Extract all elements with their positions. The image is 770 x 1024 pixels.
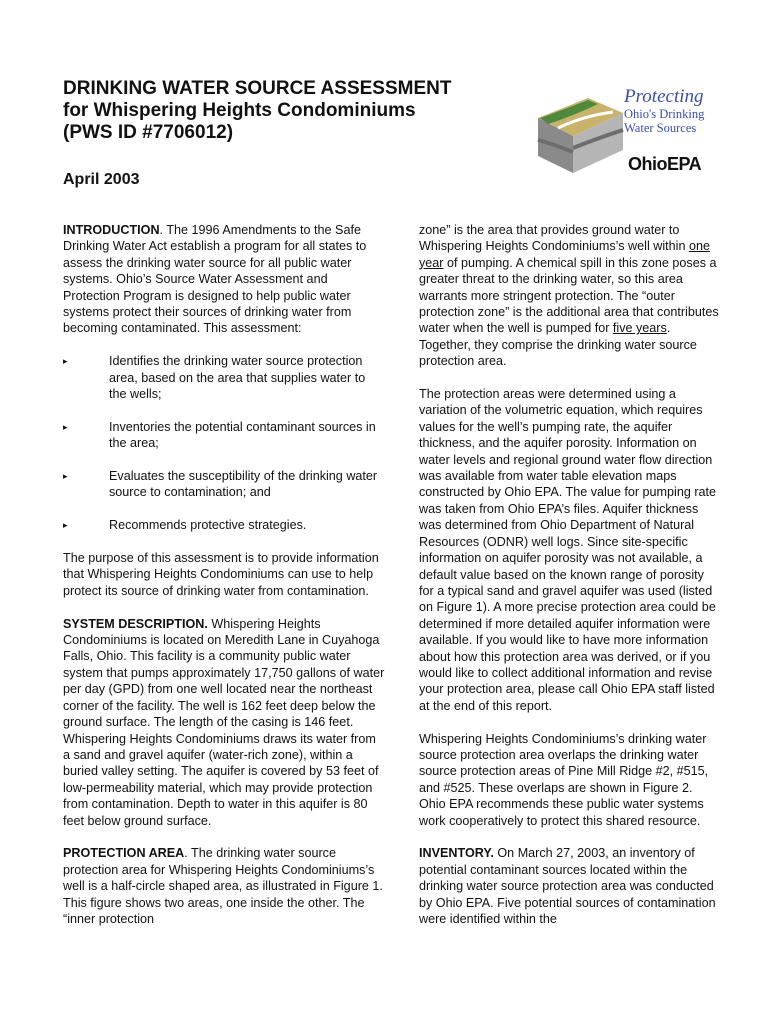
document-title: [63, 78, 503, 144]
protection-heading: PROTECTION AREA: [63, 846, 185, 861]
overlap-paragraph: Whispering Heights Condominiums’s drinking water source protection area overlaps the drinking water source protection areas of Pine Mill Ridge #2, #515, and #525. These overlaps are shown in Figure 2. Ohio EPA recommends these public water systems work cooperatively to protect this shared resource.: [419, 731, 709, 828]
system-text: Whispering Heights Condominiums is located on Meredith Lane in Cuyahoga Falls, Ohio. This facility is a community public water system that pumps approximately 17,750 gallons of water per day (GPD) from one well located near the northeast corner of the facility. The well is 162 feet deep below the ground surface. The length of the casing is 146 feet. Whispering Heights Condominiums draws its water from a sand and gravel aquifer (water-rich zone), within a buried valley setting. The aquifer is covered by 53 feet of low-permeability material, which may provide protection from contamination. Depth to water in this aquifer is 80 feet below ground surface.: [63, 616, 385, 828]
title-line-1: DRINKING WATER SOURCE ASSESSMENT: [63, 78, 452, 99]
system-heading: SYSTEM DESCRIPTION.: [63, 616, 208, 631]
list-item-text: Recommends protective strategies.: [109, 518, 307, 533]
logo-line-2: Ohio's Drinking: [624, 107, 705, 121]
list-item-text: Inventories the potential contaminant sources in the area;: [109, 419, 376, 451]
intro-text: . The 1996 Amendments to the Safe Drinking Water Act establish a program for all states to assess the drinking water source for all public water systems. Ohio’s Source Water Assessment and Protection Program is designed to help public water systems protect their sources of drinking water from becoming contaminated. This assessment:: [63, 223, 367, 336]
ohio-epa-logo: [528, 70, 718, 180]
logo-agency: OhioEPA: [628, 154, 702, 174]
bullet-icon: ▸: [63, 421, 68, 432]
inventory-paragraph: [419, 845, 721, 927]
protection-cont-c: . Together, they comprise the drinking water source protection area.: [419, 321, 697, 369]
bullet-icon: ▸: [63, 471, 68, 482]
list-item: [63, 353, 385, 402]
list-item: [63, 419, 385, 452]
system-paragraph: [63, 616, 385, 829]
protection-cont-b: of pumping. A chemical spill in this zone poses a greater threat to the drinking water, so this area warrants more stringent protection. The “outer protection zone” is the additional area that contributes water when the well is pumped for: [419, 255, 719, 336]
title-line-2: for Whispering Heights Condominiums: [63, 100, 416, 121]
assessment-list: [63, 353, 385, 533]
document-date: April 2003: [63, 171, 140, 188]
protection-text: . The drinking water source protection area for Whispering Heights Condominiums’s well is a half-circle shaped area, as illustrated in Figure 1. This figure shows two areas, one inside the other. The “inner protection: [63, 846, 383, 926]
list-item: [63, 517, 385, 533]
list-item-text: Evaluates the susceptibility of the drinking water source to contamination; and: [109, 469, 378, 500]
intro-heading: INTRODUCTION: [63, 223, 160, 237]
right-column: [419, 222, 721, 944]
logo-line-3: Water Sources: [624, 121, 697, 135]
protection-paragraph: [63, 845, 385, 927]
left-column: [63, 222, 385, 944]
title-line-3: (PWS ID #7706012): [63, 122, 234, 143]
bullet-icon: ▸: [63, 520, 68, 531]
landscape-block-icon: [528, 78, 628, 178]
inventory-heading: INVENTORY.: [419, 846, 494, 861]
inventory-text: On March 27, 2003, an inventory of potential contaminant sources located within the drinking water source protection area was conducted by Ohio EPA. Five potential sources of contamination were identified within the: [419, 846, 716, 927]
purpose-paragraph: The purpose of this assessment is to provide information that Whispering Heights Condominiums can use to help protect its source of drinking water from contamination.: [63, 551, 379, 598]
logo-protecting: Protecting: [624, 86, 704, 107]
intro-paragraph: [63, 222, 385, 337]
bullet-icon: ▸: [63, 356, 68, 367]
logo-subtitle: [624, 107, 724, 135]
protection-cont-a: zone” is the area that provides ground water to Whispering Heights Condominiums’s well within: [419, 223, 689, 254]
one-year-underlined: one year: [419, 239, 710, 270]
five-years-underlined: five years: [612, 321, 667, 336]
protection-continued-paragraph: [419, 222, 721, 370]
list-item-text: Identifies the drinking water source protection area, based on the area that supplies water to the wells;: [109, 354, 366, 402]
list-item: [63, 468, 385, 501]
method-paragraph: The protection areas were determined using a variation of the volumetric equation, which requires values for the well’s pumping rate, the aquifer thickness, and the aquifer porosity. Information on water levels and regional ground water flow direction was available from water table elevation maps constructed by Ohio EPA. The value for pumping rate was taken from Ohio EPA’s files. Aquifer thickness was determined from Ohio Department of Natural Resources (ODNR) well logs. Since site-specific information on aquifer porosity was not available, a default value based on the known range of porosity for a typical sand and gravel aquifer was used (listed on Figure 1). A more precise protection area could be determined if more detailed aquifer information were available. If you would like to have more information about how this protection area was derived, or if you would like to collect additional information and revise your protection area, please call Ohio EPA staff listed at the end of this report.: [419, 387, 717, 713]
